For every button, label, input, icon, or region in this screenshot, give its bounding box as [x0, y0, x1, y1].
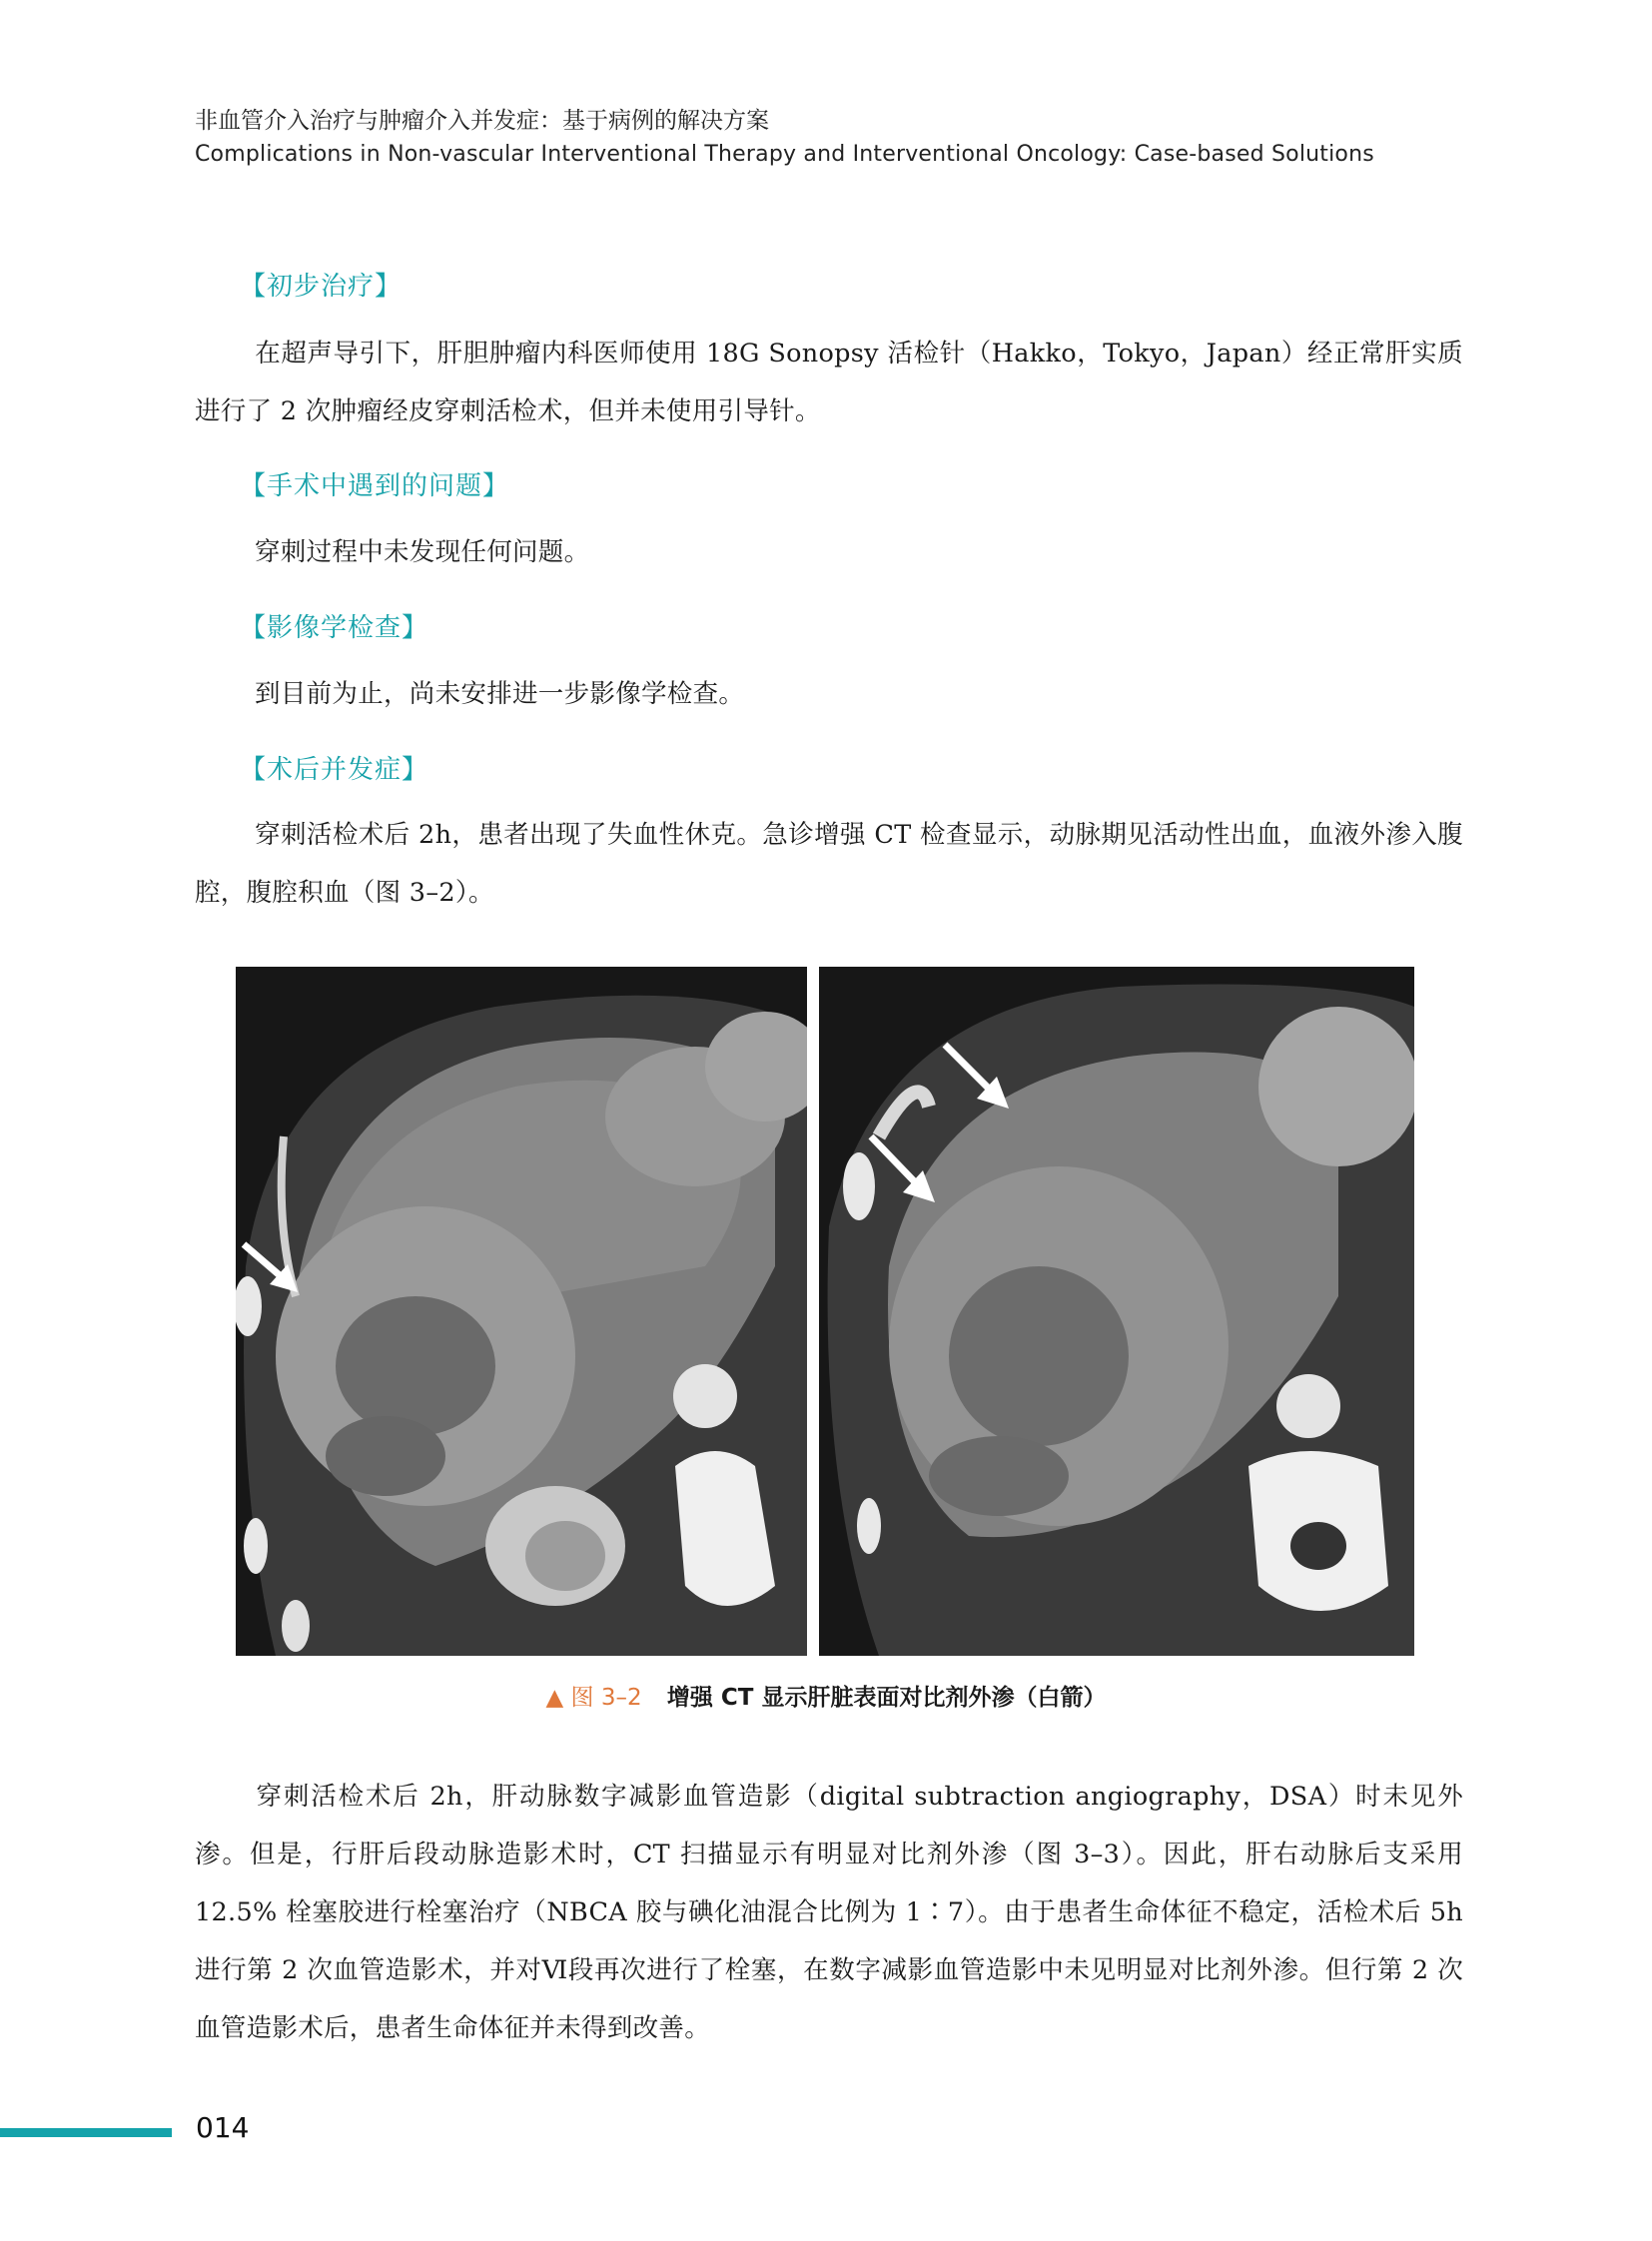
- section-heading-initial-treatment: 【初步治疗】: [240, 272, 403, 302]
- footer-accent-bar: [0, 2128, 172, 2137]
- triangle-marker-icon: ▲: [545, 1685, 564, 1711]
- figure-caption: [0, 1679, 1652, 1712]
- paragraph-intraop-problem: 穿刺过程中未发现任何问题。: [255, 537, 590, 567]
- figure-caption-text: 增强 CT 显示肝脏表面对比剂外渗（白箭）: [666, 1685, 1107, 1711]
- ct-image-right: [819, 967, 1414, 1656]
- section-heading-imaging: 【影像学检查】: [240, 613, 429, 643]
- figure-number: 图 3–2: [570, 1685, 642, 1711]
- arrow-icon: [236, 967, 807, 1656]
- section-heading-intraop-problem: 【手术中遇到的问题】: [240, 471, 510, 501]
- page-number: 014: [196, 2111, 250, 2144]
- running-head-zh: 非血管介入治疗与肿瘤介入并发症：基于病例的解决方案: [195, 108, 769, 134]
- paragraph-dsa-followup: 穿刺活检术后 2h，肝动脉数字减影血管造影（digital subtraction angiography，DSA）时未见外渗。但是，行肝后段动脉造影术时，CT 扫描显示有明显对比剂外渗（图 3–3）。因此，肝右动脉后支采用 12.5% 栓塞胶进行栓塞治疗（NBCA 胶与碘化油混合比例为 1∶7）。由于患者生命体征不稳定，活检术后 5h 进行第 2 次血管造影术，并对Ⅵ段再次进行了栓塞，在数字减影血管造影中未见明显对比剂外渗。但行第 2 次血管造影术后，患者生命体征并未得到改善。: [195, 1782, 1463, 2043]
- ct-image-left: [236, 967, 807, 1656]
- running-head: [195, 104, 1374, 172]
- paragraph-initial-treatment: 在超声导引下，肝胆肿瘤内科医师使用 18G Sonopsy 活检针（Hakko，Tokyo，Japan）经正常肝实质进行了 2 次肿瘤经皮穿刺活检术，但并未使用引导针。: [195, 339, 1463, 426]
- paragraph-complication: 穿刺活检术后 2h，患者出现了失血性休克。急诊增强 CT 检查显示，动脉期见活动性出血，血液外渗入腹腔，腹腔积血（图 3–2）。: [195, 820, 1463, 908]
- running-head-en: Complications in Non-vascular Interventional Therapy and Interventional Oncology: Case-based Solutions: [195, 142, 1374, 167]
- paragraph-imaging: 到目前为止，尚未安排进一步影像学检查。: [255, 679, 745, 709]
- arrow-icon: [819, 967, 1414, 1656]
- section-heading-complication: 【术后并发症】: [240, 755, 429, 785]
